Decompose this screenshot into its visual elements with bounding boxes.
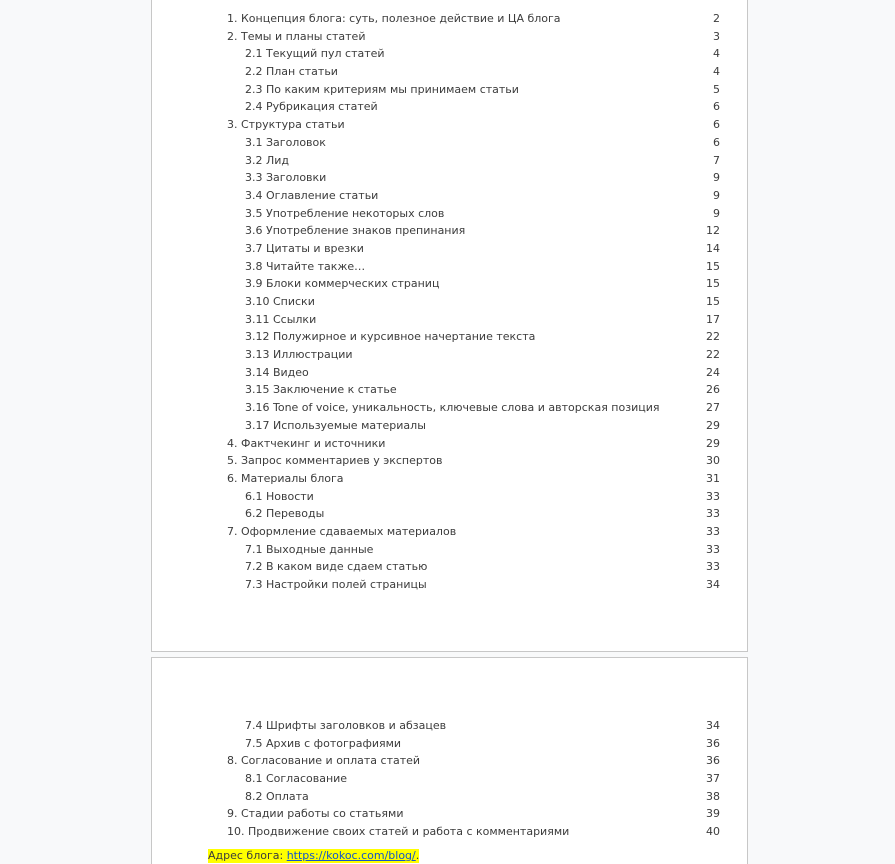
toc-entry[interactable]: [227, 788, 720, 806]
toc-entry[interactable]: [227, 488, 720, 506]
toc-entry-title[interactable]: 3.3 Заголовки: [245, 171, 327, 185]
toc-entry-title[interactable]: 2.4 Рубрикация статей: [245, 100, 378, 114]
toc-entry-title[interactable]: 1. Концепция блога: суть, полезное действие и ЦА блога: [227, 12, 561, 25]
toc-entry-title[interactable]: 7.2 В каком виде сдаем статью: [245, 560, 428, 574]
toc-entry-page-number: 7: [713, 153, 720, 167]
toc-entry[interactable]: [227, 293, 720, 311]
toc-entry[interactable]: [227, 752, 720, 770]
toc-entry-title[interactable]: 7. Оформление сдаваемых материалов: [227, 524, 457, 538]
blog-address-link[interactable]: https://kokoc.com/blog/: [286, 849, 416, 862]
toc-entry[interactable]: [227, 435, 720, 453]
toc-entry-page-number: 33: [706, 489, 720, 503]
toc-entry-title[interactable]: 3.17 Используемые материалы: [245, 418, 426, 432]
toc-entry-title[interactable]: 8. Согласование и оплата статей: [227, 754, 421, 768]
toc-entry[interactable]: [227, 823, 720, 841]
toc-entry-title[interactable]: 2.3 По каким критериям мы принимаем статьи: [245, 82, 519, 96]
toc-entry[interactable]: [227, 735, 720, 753]
toc-entry[interactable]: [227, 222, 720, 240]
toc-entry[interactable]: [227, 717, 720, 735]
toc-entry-title[interactable]: 3.16 Tone of voice, уникальность, ключевые слова и авторская позиция: [245, 401, 660, 415]
toc-entry[interactable]: [227, 541, 720, 559]
toc-entry-title[interactable]: 3. Структура статьи: [227, 118, 345, 132]
toc-entry[interactable]: [227, 452, 720, 470]
toc-entry[interactable]: [227, 63, 720, 81]
toc-entry[interactable]: [227, 81, 720, 99]
toc-entry-page-number: 6: [713, 135, 720, 149]
toc-entry-page-number: 39: [706, 807, 720, 821]
toc-entry-title[interactable]: 3.2 Лид: [245, 153, 290, 167]
toc-entry-page-number: 22: [706, 348, 720, 362]
toc-entry[interactable]: [227, 470, 720, 488]
toc-entry-title[interactable]: 3.1 Заголовок: [245, 135, 326, 149]
toc-entry-page-number: 9: [713, 188, 720, 202]
toc-entry-page-number: 3: [713, 29, 720, 43]
toc-entry-page-number: 4: [713, 47, 720, 61]
toc-entry[interactable]: [227, 417, 720, 435]
toc-entry-title[interactable]: 7.1 Выходные данные: [245, 542, 374, 556]
toc-entry[interactable]: [227, 576, 720, 594]
toc-entry[interactable]: [227, 45, 720, 63]
toc-entry[interactable]: [227, 399, 720, 417]
toc-entry[interactable]: [227, 28, 720, 46]
toc-entry-page-number: 34: [706, 578, 720, 591]
toc-entry-title[interactable]: 3.11 Ссылки: [245, 312, 317, 326]
toc-entry-title[interactable]: 5. Запрос комментариев у экспертов: [227, 454, 443, 468]
toc-entry-page-number: 37: [706, 772, 720, 786]
toc-entry-title[interactable]: 3.6 Употребление знаков препинания: [245, 224, 466, 238]
toc-entry-title[interactable]: 3.5 Употребление некоторых слов: [245, 206, 445, 220]
blog-address-line: [208, 849, 419, 863]
blog-address-label: Адрес блога:: [208, 849, 287, 862]
toc-entry[interactable]: [227, 275, 720, 293]
toc-entry[interactable]: [227, 205, 720, 223]
toc-entry-title[interactable]: 7.5 Архив с фотографиями: [245, 736, 402, 750]
toc-entry-page-number: 22: [706, 330, 720, 344]
toc-entry-title[interactable]: 8.2 Оплата: [245, 789, 309, 803]
document-page-1: [151, 0, 748, 652]
table-of-contents: [227, 10, 720, 594]
toc-entry[interactable]: [227, 116, 720, 134]
toc-entry[interactable]: [227, 169, 720, 187]
toc-entry-title[interactable]: 6.2 Переводы: [245, 507, 325, 521]
toc-entry-page-number: 15: [706, 259, 720, 273]
toc-entry-title[interactable]: 3.8 Читайте также…: [245, 259, 366, 273]
toc-entry-title[interactable]: 3.10 Списки: [245, 295, 315, 308]
toc-entry-title[interactable]: 3.7 Цитаты и врезки: [245, 241, 364, 255]
toc-entry-page-number: 5: [713, 82, 720, 96]
toc-entry[interactable]: [227, 240, 720, 258]
toc-entry-title[interactable]: 3.9 Блоки коммерческих страниц: [245, 277, 440, 291]
toc-entry-title[interactable]: 3.4 Оглавление статьи: [245, 188, 379, 202]
toc-entry-page-number: 26: [706, 383, 720, 397]
toc-entry-title[interactable]: 2. Темы и планы статей: [227, 29, 366, 43]
toc-entry[interactable]: [227, 364, 720, 382]
toc-entry-title[interactable]: 3.12 Полужирное и курсивное начертание текста: [245, 330, 536, 344]
toc-entry-page-number: 15: [706, 295, 720, 308]
toc-entry[interactable]: [227, 805, 720, 823]
toc-entry[interactable]: [227, 134, 720, 152]
toc-entry[interactable]: [227, 10, 720, 28]
toc-entry[interactable]: [227, 770, 720, 788]
toc-entry-page-number: 33: [706, 542, 720, 556]
toc-entry-page-number: 40: [706, 825, 720, 839]
toc-entry-page-number: 24: [706, 365, 720, 379]
toc-entry-title[interactable]: 10. Продвижение своих статей и работа с комментариями: [227, 825, 570, 839]
toc-entry[interactable]: [227, 258, 720, 276]
toc-entry[interactable]: [227, 152, 720, 170]
toc-entry[interactable]: [227, 505, 720, 523]
toc-entry-title[interactable]: 9. Стадии работы со статьями: [227, 807, 404, 821]
toc-entry-page-number: 34: [706, 719, 720, 732]
toc-entry-title[interactable]: 6.1 Новости: [245, 489, 314, 503]
toc-entry-page-number: 15: [706, 277, 720, 291]
toc-entry[interactable]: [227, 523, 720, 541]
toc-entry[interactable]: [227, 381, 720, 399]
toc-entry[interactable]: [227, 98, 720, 116]
toc-entry-page-number: 12: [706, 224, 720, 238]
toc-entry-page-number: 29: [706, 418, 720, 432]
toc-entry-page-number: 6: [713, 118, 720, 132]
toc-entry-page-number: 38: [706, 789, 720, 803]
toc-entry-page-number: 17: [706, 312, 720, 326]
toc-entry[interactable]: [227, 558, 720, 576]
toc-entry-title[interactable]: 3.15 Заключение к статье: [245, 383, 397, 397]
toc-entry-page-number: 31: [706, 471, 720, 485]
toc-entry[interactable]: [227, 187, 720, 205]
toc-entry-title[interactable]: 3.13 Иллюстрации: [245, 348, 353, 362]
toc-entry-page-number: 9: [713, 171, 720, 185]
toc-entry-page-number: 30: [706, 454, 720, 468]
toc-entry-page-number: 9: [713, 206, 720, 220]
toc-entry-page-number: 27: [706, 401, 720, 415]
toc-entry-page-number: 6: [713, 100, 720, 114]
toc-entry-page-number: 4: [713, 65, 720, 79]
toc-entry-page-number: 36: [706, 754, 720, 768]
toc-entry-page-number: 14: [706, 241, 720, 255]
toc-entry-page-number: 36: [706, 736, 720, 750]
toc-entry-page-number: 33: [706, 507, 720, 521]
toc-entry[interactable]: [227, 346, 720, 364]
toc-entry[interactable]: [227, 311, 720, 329]
toc-entry-title[interactable]: 7.3 Настройки полей страницы: [245, 578, 427, 591]
toc-entry-title[interactable]: 8.1 Согласование: [245, 772, 348, 786]
toc-entry-title[interactable]: 6. Материалы блога: [227, 471, 344, 485]
blog-address-trail: .: [415, 849, 420, 862]
toc-entry-page-number: 2: [713, 12, 720, 25]
toc-entry-page-number: 29: [706, 436, 720, 450]
toc-entry[interactable]: [227, 328, 720, 346]
toc-entry-title[interactable]: 4. Фактчекинг и источники: [227, 436, 386, 450]
toc-entry-title[interactable]: 7.4 Шрифты заголовков и абзацев: [245, 719, 447, 732]
toc-entry-page-number: 33: [706, 560, 720, 574]
toc-entry-page-number: 33: [706, 524, 720, 538]
toc-entry-title[interactable]: 2.2 План статьи: [245, 65, 338, 79]
document-page-2: [151, 657, 748, 864]
toc-entry-title[interactable]: 2.1 Текущий пул статей: [245, 47, 385, 61]
table-of-contents-continued: [227, 717, 720, 841]
toc-entry-title[interactable]: 3.14 Видео: [245, 365, 309, 379]
